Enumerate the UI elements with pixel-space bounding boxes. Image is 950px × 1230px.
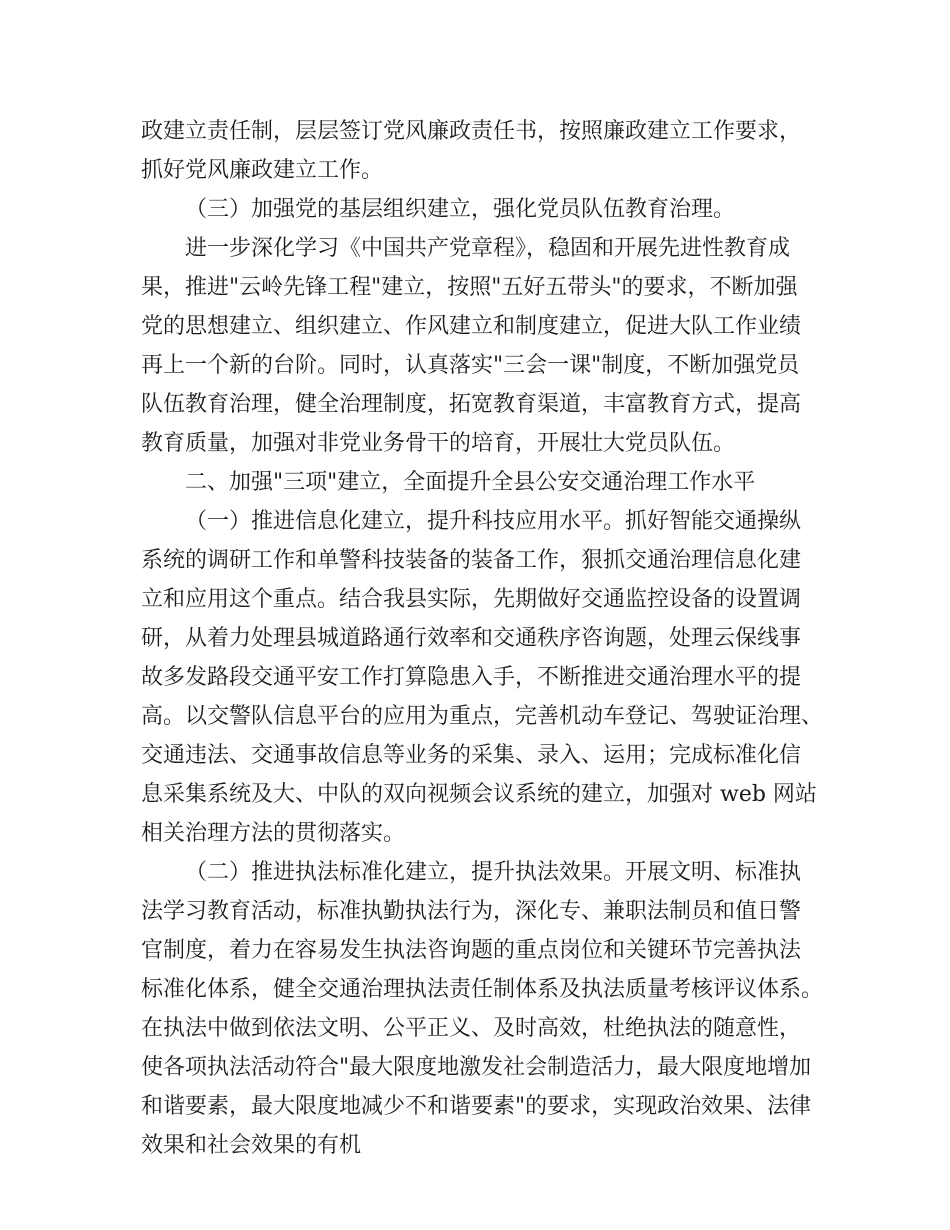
text-line: 再上一个新的台阶。同时，认真落实"三会一课"制度，不断加强党员 <box>141 353 800 378</box>
text-line: 立和应用这个重点。结合我县实际，先期做好交通监控设备的设置调 <box>141 587 802 612</box>
text-line: （一）推进信息化建立，提升科技应用水平。抓好智能交通操纵 <box>185 509 802 534</box>
text-line: 官制度，着力在容易发生执法咨询题的重点岗位和关键环节完善执法 <box>141 938 802 963</box>
text-line: 在执法中做到依法文明、公平正义、及时高效，杜绝执法的随意性， <box>141 1016 802 1041</box>
text-line: 政建立责任制，层层签订党风廉政责任书，按照廉政建立工作要求， <box>141 119 802 144</box>
text-line: 使各项执法活动符合"最大限度地激发社会制造活力，最大限度地增加 <box>141 1055 812 1080</box>
text-line: 交通违法、交通事故信息等业务的采集、录入、运用；完成标准化信 <box>141 743 802 768</box>
text-line: 二、加强"三项"建立，全面提升全县公安交通治理工作水平 <box>185 470 756 495</box>
text-line: 党的思想建立、组织建立、作风建立和制度建立，促进大队工作业绩 <box>141 314 802 339</box>
text-line: 标准化体系，健全交通治理执法责任制体系及执法质量考核评议体系。 <box>141 977 824 1002</box>
text-line: 果，推进"云岭先锋工程"建立，按照"五好五带头"的要求，不断加强 <box>141 275 798 300</box>
text-line: 和谐要素，最大限度地减少不和谐要素"的要求，实现政治效果、法律 <box>141 1094 812 1119</box>
text-line: 抓好党风廉政建立工作。 <box>141 158 384 183</box>
text-line: 进一步深化学习《中国共产党章程》，稳固和开展先进性教育成 <box>185 236 791 261</box>
text-line: 法学习教育活动，标准执勤执法行为，深化专、兼职法制员和值日警 <box>141 899 802 924</box>
text-line: （三）加强党的基层组织建立，强化党员队伍教育治理。 <box>185 197 736 222</box>
text-line: 效果和社会效果的有机 <box>141 1133 362 1158</box>
text-line: 故多发路段交通平安工作打算隐患入手，不断推进交通治理水平的提 <box>141 665 802 690</box>
text-line: 系统的调研工作和单警科技装备的装备工作，狠抓交通治理信息化建 <box>141 548 802 573</box>
text-line: 研，从着力处理县城道路通行效率和交通秩序咨询题，处理云保线事 <box>141 626 802 651</box>
text-line: 教育质量，加强对非党业务骨干的培育，开展壮大党员队伍。 <box>141 431 736 456</box>
text-line: 队伍教育治理，健全治理制度，拓宽教育渠道，丰富教育方式，提高 <box>141 392 802 417</box>
text-line: 相关治理方法的贯彻落实。 <box>141 821 406 846</box>
text-line: 高。以交警队信息平台的应用为重点，完善机动车登记、驾驶证治理、 <box>141 704 824 729</box>
document-body <box>141 112 831 1165</box>
text-line: （二）推进执法标准化建立，提升执法效果。开展文明、标准执 <box>185 860 802 885</box>
text-line: 息采集系统及大、中队的双向视频会议系统的建立，加强对 web 网站 <box>141 782 817 807</box>
